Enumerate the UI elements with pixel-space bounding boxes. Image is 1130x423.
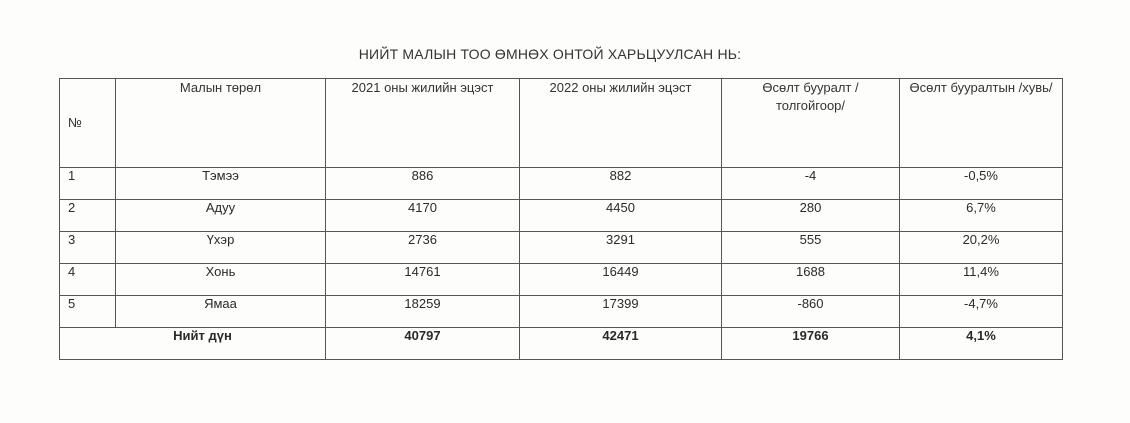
row-percent: 20,2% (900, 232, 1063, 264)
total-2022: 42471 (520, 328, 722, 360)
row-growth: 280 (722, 200, 900, 232)
header-livestock-type: Малын төрөл (116, 79, 326, 168)
row-growth: 1688 (722, 264, 900, 296)
table-row (60, 232, 1063, 264)
table-row (60, 200, 1063, 232)
row-percent: 11,4% (900, 264, 1063, 296)
row-2022: 3291 (520, 232, 722, 264)
row-type: Хонь (116, 264, 326, 296)
row-no: 2 (60, 200, 116, 232)
row-growth: -860 (722, 296, 900, 328)
table-row (60, 264, 1063, 296)
row-no: 3 (60, 232, 116, 264)
row-type: Адуу (116, 200, 326, 232)
total-row (60, 328, 1063, 360)
row-2021: 18259 (326, 296, 520, 328)
total-2021: 40797 (326, 328, 520, 360)
total-growth: 19766 (722, 328, 900, 360)
row-type: Үхэр (116, 232, 326, 264)
row-2021: 4170 (326, 200, 520, 232)
table-row (60, 296, 1063, 328)
row-no: 1 (60, 168, 116, 200)
row-2022: 17399 (520, 296, 722, 328)
row-percent: -0,5% (900, 168, 1063, 200)
row-2022: 4450 (520, 200, 722, 232)
header-growth-percent: Өсөлт бууралтын /хувь/ (900, 79, 1063, 168)
row-type: Ямаа (116, 296, 326, 328)
row-growth: 555 (722, 232, 900, 264)
row-percent: 6,7% (900, 200, 1063, 232)
row-growth: -4 (722, 168, 900, 200)
livestock-table (59, 78, 1063, 360)
row-2021: 2736 (326, 232, 520, 264)
row-no: 5 (60, 296, 116, 328)
row-2022: 16449 (520, 264, 722, 296)
document-title: НИЙТ МАЛЫН ТОО ӨМНӨХ ОНТОЙ ХАРЬЦУУЛСАН НЬ: (358, 46, 742, 62)
total-percent: 4,1% (900, 328, 1063, 360)
header-2022: 2022 оны жилийн эцэст (520, 79, 722, 168)
total-label: Нийт дүн (60, 328, 326, 360)
row-2021: 14761 (326, 264, 520, 296)
row-2021: 886 (326, 168, 520, 200)
header-no: № (60, 79, 116, 168)
row-percent: -4,7% (900, 296, 1063, 328)
row-no: 4 (60, 264, 116, 296)
table-header-row (60, 79, 1063, 168)
row-2022: 882 (520, 168, 722, 200)
row-type: Тэмээ (116, 168, 326, 200)
table-row (60, 168, 1063, 200)
header-2021: 2021 оны жилийн эцэст (326, 79, 520, 168)
header-growth-heads: Өсөлт бууралт /толгойгоор/ (722, 79, 900, 168)
